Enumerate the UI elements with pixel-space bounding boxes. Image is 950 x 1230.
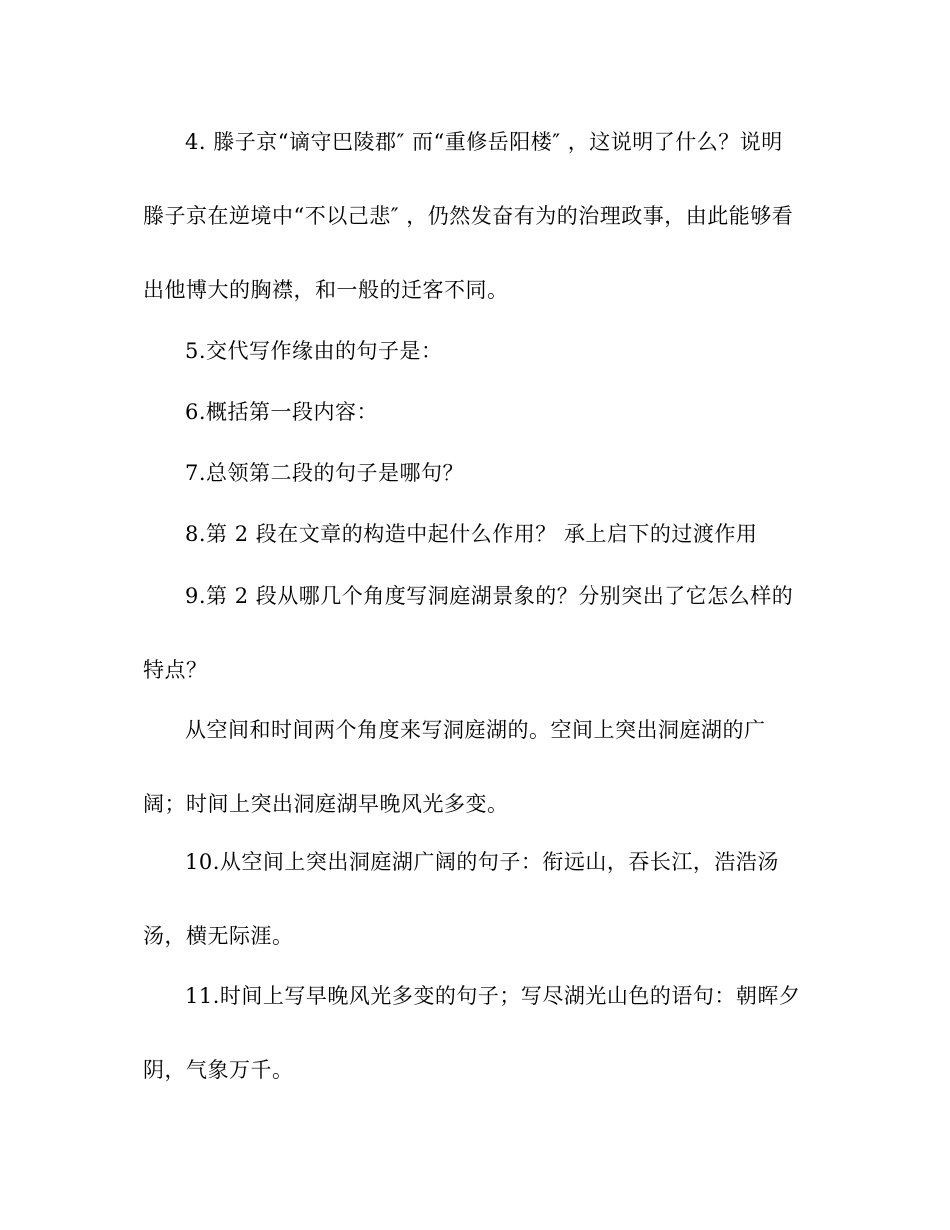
paragraph-q4 <box>143 105 808 327</box>
text-line: 汤，横无际涯。 <box>143 924 294 948</box>
text-line: 特点？ <box>143 658 208 682</box>
text-line: 6.概括第一段内容： <box>185 400 379 424</box>
text-line: 8.第 2 段在文章的构造中起什么作用？ 承上启下的过渡作用 <box>185 522 758 546</box>
text-line: 11.时间上写早晚风光多变的句子；写尽湖光山色的语句：朝晖夕 <box>185 984 801 1008</box>
text-line: 从空间和时间两个角度来写洞庭湖的。空间上突出洞庭湖的广 <box>185 718 766 742</box>
text-line: 9.第 2 段从哪几个角度写洞庭湖景象的？分别突出了它怎么样的 <box>185 584 794 608</box>
paragraph-answer-q9 <box>143 693 808 841</box>
text-line: 阔；时间上突出洞庭湖早晚风光多变。 <box>143 792 509 816</box>
text-line: 4. 滕子京“谪守巴陵郡″ 而“重修岳阳楼″ ，这说明了什么？说明 <box>185 130 783 154</box>
text-line: 5.交代写作缘由的句子是： <box>185 339 443 363</box>
paragraph-q11 <box>143 959 808 1107</box>
text-line: 滕子京在逆境中“不以己悲″ ，仍然发奋有为的治理政事，由此能够看 <box>143 204 794 228</box>
text-line: 7.总领第二段的句子是哪句？ <box>185 461 465 485</box>
text-line: 阴，气象万千。 <box>143 1058 294 1082</box>
paragraph-q9 <box>143 559 808 707</box>
text-line: 出他博大的胸襟，和一般的迁客不同。 <box>143 278 509 302</box>
text-line: 10.从空间上突出洞庭湖广阔的句子：衔远山，吞长江，浩浩汤 <box>185 850 779 874</box>
paragraph-q10 <box>143 825 808 973</box>
